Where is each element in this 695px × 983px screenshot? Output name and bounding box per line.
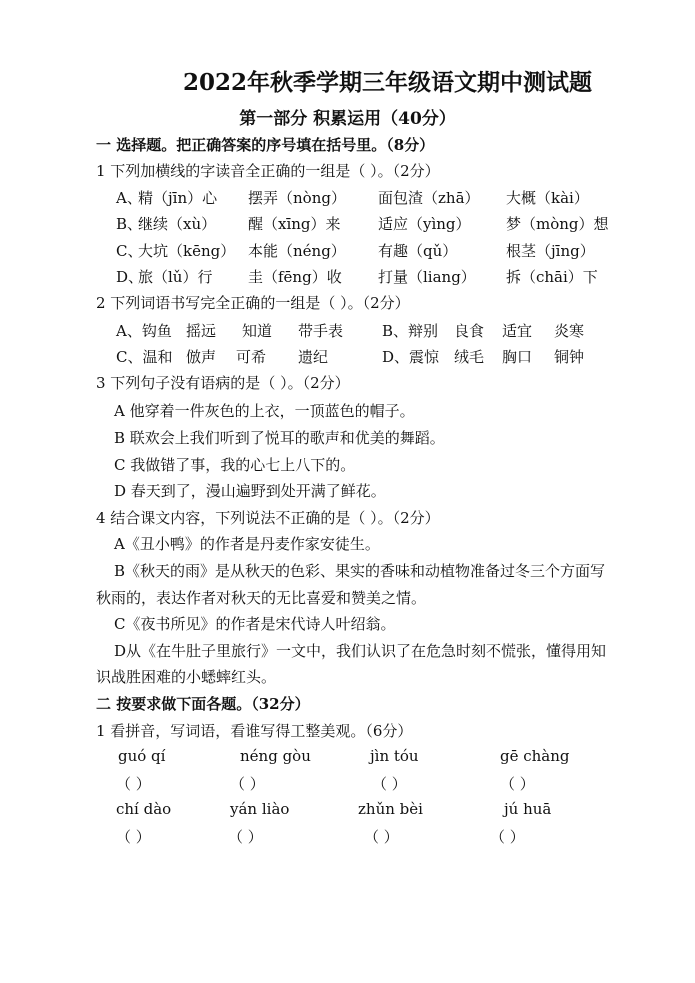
q2-row-1: [116, 320, 584, 341]
pinyin-item: jú huā: [504, 800, 552, 818]
option-item: 拆（chāi）下: [506, 268, 598, 286]
word-item: 带手表: [298, 322, 344, 340]
q4-option-b-line2: 秋雨的，表达作者对秋天的无比喜爱和赞美之情。: [96, 589, 427, 607]
word-item: 摇远: [186, 322, 217, 340]
q2-row-2: [116, 346, 584, 367]
pinyin-item: yán liào: [230, 800, 290, 818]
pinyin-item: chí dào: [116, 800, 172, 818]
option-item: 圭（fēng）收: [248, 268, 342, 286]
word-item: C、温和: [116, 348, 173, 366]
section2-heading: 二 按要求做下面各题。（32分）: [96, 695, 310, 713]
q3-stem: 3 下列句子没有语病的是（ ）。（2分）: [96, 374, 350, 392]
pinyin-item: gē chàng: [500, 747, 570, 765]
word-item: A、钩鱼: [116, 322, 172, 340]
q1-option-c: [116, 240, 595, 261]
answer-blank[interactable]: （ ）: [116, 828, 151, 846]
pinyin-item: zhǔn bèi: [358, 800, 423, 818]
pinyin-row-1: [118, 747, 570, 765]
word-item: B、辩别: [382, 322, 439, 340]
option-item: 根茎（jīng）: [506, 242, 595, 260]
word-item: 可希: [236, 348, 267, 366]
word-item: D、震惊: [382, 348, 440, 366]
q4-option-d-line2: 识战胜困难的小蟋蟀红头。: [96, 668, 277, 686]
blank-row-2: [116, 826, 525, 847]
option-letter: B、: [116, 215, 143, 233]
pinyin-item: néng gòu: [240, 747, 311, 765]
q3-option-a: A 他穿着一件灰色的上衣，一顶蓝色的帽子。: [114, 402, 415, 420]
option-item: 醒（xīng）来: [248, 215, 341, 233]
answer-blank[interactable]: （ ）: [230, 775, 265, 793]
part-subtitle: 第一部分 积累运用（40分）: [239, 109, 456, 129]
option-item: 摆弄（nòng）: [248, 189, 346, 207]
option-item: 打量（liang）: [378, 268, 476, 286]
option-item: 面包渣（zhā）: [378, 189, 480, 207]
option-item: 梦（mòng）想: [506, 215, 609, 233]
word-item: 炎寒: [554, 322, 585, 340]
option-letter: C、: [116, 242, 143, 260]
q1-stem: 1 下列加横线的字读音全正确的一组是（ ）。（2分）: [96, 162, 440, 180]
q3-option-b: B 联欢会上我们听到了悦耳的歌声和优美的舞蹈。: [114, 429, 445, 447]
q4-option-c: C《夜书所见》的作者是宋代诗人叶绍翁。: [114, 615, 396, 633]
option-item: 继续（xù）: [138, 215, 217, 233]
answer-blank[interactable]: （ ）: [116, 775, 151, 793]
word-item: 绒毛: [454, 348, 485, 366]
q4-stem: 4 结合课文内容，下列说法不正确的是（ ）。（2分）: [96, 509, 440, 527]
page-title: 2022年秋季学期三年级语文期中测试题: [182, 69, 592, 96]
pinyin-row-2: [116, 800, 551, 818]
q1-option-d: [116, 266, 598, 287]
answer-blank[interactable]: （ ）: [228, 828, 263, 846]
q1-option-b: [116, 213, 609, 234]
option-item: 精（jīn）心: [138, 189, 218, 207]
word-item: 适宜: [502, 322, 533, 340]
word-item: 倣声: [186, 348, 217, 366]
answer-blank[interactable]: （ ）: [372, 775, 407, 793]
word-item: 良食: [454, 322, 485, 340]
option-letter: A、: [116, 189, 142, 207]
option-letter: D、: [116, 268, 144, 286]
answer-blank[interactable]: （ ）: [490, 828, 525, 846]
pinyin-item: jìn tóu: [370, 747, 419, 765]
q1-option-a: [116, 187, 589, 208]
option-item: 本能（néng）: [248, 242, 346, 260]
q3-option-d: D 春天到了，漫山遍野到处开满了鲜花。: [114, 482, 386, 500]
word-item: 知道: [242, 322, 273, 340]
answer-blank[interactable]: （ ）: [500, 775, 535, 793]
word-item: 遗纪: [298, 348, 329, 366]
blank-row-1: [116, 773, 535, 794]
option-item: 大概（kài）: [506, 189, 589, 207]
pinyin-item: guó qí: [118, 747, 166, 765]
q2-stem: 2 下列词语书写完全正确的一组是（ ）。（2分）: [96, 294, 410, 312]
q4-option-d-line1: D从《在牛肚子里旅行》一文中，我们认识了在危急时刻不慌张，懂得用知: [114, 642, 607, 660]
option-item: 有趣（qǔ）: [378, 242, 458, 260]
option-item: 旅（lǔ）行: [138, 268, 213, 286]
s2-q1-stem: 1 看拼音，写词语，看谁写得工整美观。（6分）: [96, 722, 413, 740]
word-item: 铜钟: [554, 348, 585, 366]
q3-option-c: C 我做错了事，我的心七上八下的。: [114, 456, 356, 474]
section1-heading: 一 选择题。把正确答案的序号填在括号里。（8分）: [96, 136, 435, 154]
answer-blank[interactable]: （ ）: [364, 828, 399, 846]
q4-option-a: A《丑小鸭》的作者是丹麦作家安徒生。: [114, 535, 380, 553]
word-item: 胸口: [502, 348, 533, 366]
q4-option-b-line1: B《秋天的雨》是从秋天的色彩、果实的香味和动植物准备过冬三个方面写: [114, 562, 606, 580]
option-item: 大坑（kēng）: [138, 242, 236, 260]
option-item: 适应（yìng）: [378, 215, 471, 233]
